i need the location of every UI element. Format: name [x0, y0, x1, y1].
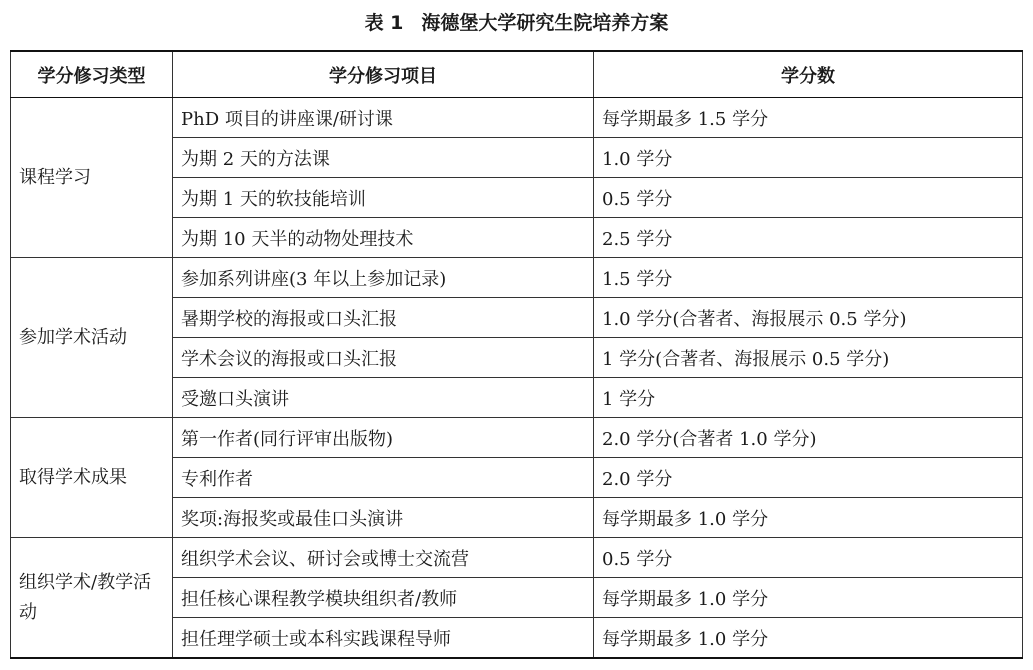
header-row	[11, 51, 1023, 98]
item-cell: 学术会议的海报或口头汇报	[173, 338, 594, 378]
credit-cell: 1 学分	[594, 378, 1023, 418]
item-cell: 为期 1 天的软技能培训	[173, 178, 594, 218]
credit-cell: 每学期最多 1.0 学分	[594, 578, 1023, 618]
category-cell: 组织学术/教学活动	[11, 538, 173, 659]
item-cell: 受邀口头演讲	[173, 378, 594, 418]
item-cell: 为期 10 天半的动物处理技术	[173, 218, 594, 258]
header-credit: 学分数	[594, 51, 1023, 98]
header-item: 学分修习项目	[173, 51, 594, 98]
table-caption	[0, 8, 1033, 38]
credit-cell: 每学期最多 1.5 学分	[594, 98, 1023, 138]
item-cell: 专利作者	[173, 458, 594, 498]
item-cell: 担任理学硕士或本科实践课程导师	[173, 618, 594, 659]
header-category: 学分修习类型	[11, 51, 173, 98]
table-row	[11, 98, 1023, 138]
credit-cell: 2.0 学分(合著者 1.0 学分)	[594, 418, 1023, 458]
item-cell: 为期 2 天的方法课	[173, 138, 594, 178]
item-cell: 组织学术会议、研讨会或博士交流营	[173, 538, 594, 578]
item-cell: 第一作者(同行评审出版物)	[173, 418, 594, 458]
table-row	[11, 258, 1023, 298]
credit-cell: 1.5 学分	[594, 258, 1023, 298]
credit-cell: 1.0 学分	[594, 138, 1023, 178]
credit-cell: 2.5 学分	[594, 218, 1023, 258]
table-row	[11, 538, 1023, 578]
credit-cell: 1 学分(合著者、海报展示 0.5 学分)	[594, 338, 1023, 378]
credit-cell: 2.0 学分	[594, 458, 1023, 498]
credit-cell: 1.0 学分(合著者、海报展示 0.5 学分)	[594, 298, 1023, 338]
item-cell: 参加系列讲座(3 年以上参加记录)	[173, 258, 594, 298]
table-number: 表 1	[364, 12, 404, 34]
credit-cell: 0.5 学分	[594, 178, 1023, 218]
category-cell: 参加学术活动	[11, 258, 173, 418]
credit-cell: 每学期最多 1.0 学分	[594, 498, 1023, 538]
item-cell: 奖项:海报奖或最佳口头演讲	[173, 498, 594, 538]
item-cell: 担任核心课程教学模块组织者/教师	[173, 578, 594, 618]
credit-cell: 0.5 学分	[594, 538, 1023, 578]
credit-table	[10, 50, 1023, 659]
table-row	[11, 418, 1023, 458]
credit-cell: 每学期最多 1.0 学分	[594, 618, 1023, 659]
item-cell: 暑期学校的海报或口头汇报	[173, 298, 594, 338]
table-title: 海德堡大学研究生院培养方案	[421, 12, 669, 34]
item-cell: PhD 项目的讲座课/研讨课	[173, 98, 594, 138]
category-cell: 取得学术成果	[11, 418, 173, 538]
category-cell: 课程学习	[11, 98, 173, 258]
